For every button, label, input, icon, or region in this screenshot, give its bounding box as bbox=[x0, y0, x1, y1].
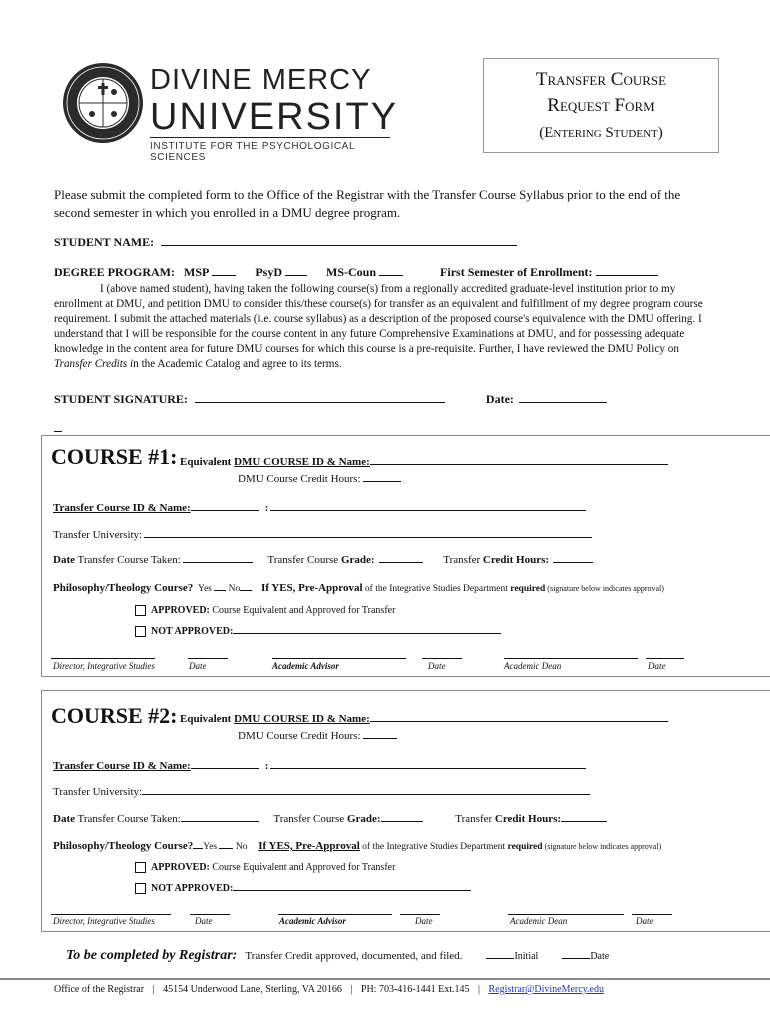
course-2-no-label: No bbox=[235, 842, 248, 852]
student-signature-label: STUDENT SIGNATURE: bbox=[54, 392, 188, 406]
course-2-not-approved-row bbox=[135, 878, 471, 894]
course-2-section bbox=[41, 690, 770, 932]
course-1-transfer-name-field[interactable] bbox=[270, 498, 586, 511]
course-1-university-row bbox=[53, 525, 592, 541]
degree-program-label: DEGREE PROGRAM: bbox=[54, 265, 175, 279]
footer-sep-1: | bbox=[152, 984, 155, 995]
course-2-no-field[interactable] bbox=[219, 836, 233, 849]
course-2-details-row bbox=[53, 809, 753, 825]
course-2-university-label: Transfer University: bbox=[53, 786, 143, 798]
course-1-sig-line-6[interactable] bbox=[646, 658, 684, 659]
student-signature-field[interactable] bbox=[195, 390, 445, 403]
course-1-equivalent-row bbox=[180, 452, 668, 468]
course-1-transfer-credit-field[interactable] bbox=[553, 550, 593, 563]
course-1-sig-line-1[interactable] bbox=[51, 658, 155, 659]
course-2-equivalent-prefix: Equivalent bbox=[180, 713, 235, 725]
course-1-transfer-credit-label: Credit Hours: bbox=[482, 554, 550, 566]
course-1-required: required bbox=[510, 584, 546, 594]
course-2-credit-pre: Transfer bbox=[455, 813, 495, 825]
student-name-label: STUDENT NAME: bbox=[54, 235, 155, 249]
course-1-sig-date-2: Date bbox=[428, 661, 446, 671]
course-2-colon: : bbox=[264, 760, 269, 772]
course-2-university-row bbox=[53, 782, 590, 798]
course-1-sig-advisor: Academic Advisor bbox=[272, 661, 339, 671]
course-2-approved-row bbox=[135, 862, 395, 873]
course-1-equivalent-prefix: Equivalent bbox=[180, 456, 235, 468]
course-2-credit-field[interactable] bbox=[363, 726, 397, 739]
logo-divider bbox=[150, 137, 390, 138]
course-2-credit-label: DMU Course Credit Hours: bbox=[238, 730, 361, 742]
first-semester-label: First Semester of Enrollment: bbox=[440, 265, 593, 279]
university-logo bbox=[62, 62, 399, 163]
msp-option: MSP bbox=[184, 265, 210, 279]
signature-date-field[interactable] bbox=[519, 390, 607, 403]
course-1-yes-field[interactable] bbox=[214, 578, 226, 591]
signature-date-label: Date: bbox=[485, 392, 514, 406]
course-1-university-field[interactable] bbox=[144, 525, 592, 538]
course-1-sig-note: (signature below indicates approval) bbox=[545, 584, 664, 593]
course-2-grade-pre: Transfer Course bbox=[273, 813, 347, 825]
course-1-no-field[interactable] bbox=[240, 578, 252, 591]
course-2-philosophy-row bbox=[53, 836, 768, 852]
psyd-option: PsyD bbox=[255, 265, 283, 279]
course-1-of-dept: of the Integrative Studies Department bbox=[362, 584, 511, 594]
course-1-grade-label: Grade: bbox=[340, 554, 375, 566]
course-1-yes-label: Yes bbox=[198, 584, 212, 594]
course-2-date-label: Transfer Course Taken: bbox=[75, 813, 181, 825]
course-1-if-yes: If YES, Pre-Approval bbox=[260, 582, 363, 594]
mscoun-option: MS-Coun bbox=[326, 265, 377, 279]
registrar-date-field[interactable] bbox=[562, 948, 590, 959]
course-2-sig-date-1: Date bbox=[195, 916, 213, 926]
form-title-line3: (Entering Student) bbox=[539, 125, 663, 141]
msp-field[interactable] bbox=[212, 263, 236, 276]
course-2-sig-line-2[interactable] bbox=[190, 914, 230, 915]
course-1-philosophy-row bbox=[53, 578, 768, 594]
degree-program-row bbox=[54, 263, 734, 280]
course-1-sig-director: Director, Integrative Studies bbox=[53, 661, 155, 671]
course-1-equivalent-label: DMU COURSE ID & Name: bbox=[234, 456, 370, 468]
course-2-date-field[interactable] bbox=[181, 809, 259, 822]
course-2-sig-line-1[interactable] bbox=[51, 914, 171, 915]
course-1-credit-field[interactable] bbox=[363, 469, 401, 482]
course-2-sig-date-2: Date bbox=[415, 916, 433, 926]
course-1-university-label: Transfer University: bbox=[53, 529, 143, 541]
course-1-not-approved-row bbox=[135, 621, 501, 637]
course-1-approved-row bbox=[135, 605, 395, 616]
course-1-title: COURSE #1: bbox=[51, 444, 178, 469]
course-2-equivalent-row bbox=[180, 709, 668, 725]
course-1-transfer-id-label: Transfer Course ID & Name: bbox=[53, 502, 191, 514]
intro-text: Please submit the completed form to the Office of the Registrar with the Transfer Course Syllabus prior to the end of the second semester in which you enrolled in a DMU degree program. bbox=[54, 187, 681, 220]
course-1-sig-line-2[interactable] bbox=[188, 658, 228, 659]
course-2-approved-text: Course Equivalent and Approved for Transfer bbox=[209, 862, 396, 873]
course-2-equivalent-label: DMU COURSE ID & Name: bbox=[234, 713, 370, 725]
course-1-colon: : bbox=[264, 502, 269, 514]
student-name-field[interactable] bbox=[161, 233, 517, 246]
course-2-approved-label: APPROVED: bbox=[151, 862, 210, 873]
course-2-approved-checkbox[interactable] bbox=[135, 862, 146, 873]
course-1-date-b: Date bbox=[53, 554, 75, 566]
footer bbox=[54, 984, 604, 995]
course-2-yes-label: Yes bbox=[203, 842, 218, 852]
course-1-sig-line-3[interactable] bbox=[272, 658, 406, 659]
course-1-sig-date-3: Date bbox=[648, 661, 666, 671]
course-1-details-row bbox=[53, 550, 753, 566]
course-2-grade-field[interactable] bbox=[381, 809, 423, 822]
course-2-transfer-credit-field[interactable] bbox=[561, 809, 607, 822]
course-2-credit-row bbox=[238, 726, 397, 742]
course-1-approved-label: APPROVED: bbox=[151, 605, 210, 616]
course-2-transfer-credit-label: Credit Hours: bbox=[494, 813, 562, 825]
signature-row bbox=[54, 390, 734, 407]
footer-office: Office of the Registrar bbox=[54, 984, 145, 995]
registrar-initial-label: Initial bbox=[514, 951, 539, 962]
course-1-philosophy-label: Philosophy/Theology Course? bbox=[53, 582, 194, 594]
course-1-approved-text: Course Equivalent and Approved for Transfer bbox=[209, 605, 396, 616]
course-2-sig-advisor: Academic Advisor bbox=[279, 916, 346, 926]
course-2-date-b: Date bbox=[53, 813, 75, 825]
footer-sep-3: | bbox=[478, 984, 481, 995]
university-name-line2: UNIVERSITY bbox=[150, 96, 399, 138]
student-name-row bbox=[54, 233, 517, 250]
course-2-transfer-name-field[interactable] bbox=[270, 756, 586, 769]
course-1-not-approved-checkbox[interactable] bbox=[135, 626, 146, 637]
registrar-initial-field[interactable] bbox=[486, 948, 514, 959]
footer-email-link[interactable]: Registrar@DivineMercy.edu bbox=[488, 984, 604, 995]
university-seal-icon bbox=[62, 62, 144, 144]
course-2-transfer-id-label: Transfer Course ID & Name: bbox=[53, 760, 191, 772]
course-2-sig-date-3: Date bbox=[636, 916, 654, 926]
form-title-box bbox=[483, 58, 719, 153]
course-2-sig-note: (signature below indicates approval) bbox=[542, 842, 662, 851]
course-1-sig-line-5[interactable] bbox=[504, 658, 638, 659]
registrar-date-label: Date bbox=[590, 951, 610, 962]
course-1-no-label: No bbox=[228, 584, 241, 594]
course-2-sig-director: Director, Integrative Studies bbox=[53, 916, 155, 926]
course-1-sig-dean: Academic Dean bbox=[504, 661, 562, 671]
course-2-not-approved-field[interactable] bbox=[233, 878, 471, 891]
footer-divider bbox=[0, 978, 770, 980]
mscoun-field[interactable] bbox=[379, 263, 403, 276]
course-2-of-dept: of the Integrative Studies Department bbox=[359, 842, 508, 852]
course-1-sig-date-1: Date bbox=[189, 661, 207, 671]
course-2-required: required bbox=[507, 842, 543, 852]
course-1-date-field[interactable] bbox=[183, 550, 253, 563]
statement-part2: n the Academic Catalog and agree to its terms. bbox=[133, 358, 342, 370]
course-1-not-approved-field[interactable] bbox=[233, 621, 501, 634]
course-1-section bbox=[41, 435, 770, 677]
footer-address: 45154 Underwood Lane, Sterling, VA 20166 bbox=[163, 984, 342, 995]
statement-italic: Transfer Credits i bbox=[54, 358, 134, 370]
footer-sep-2: | bbox=[350, 984, 353, 995]
course-2-sig-line-3[interactable] bbox=[278, 914, 392, 915]
form-title-line1: Transfer Course bbox=[535, 69, 667, 90]
form-title-line2: Request Form bbox=[547, 95, 655, 116]
course-1-credit-row bbox=[238, 469, 401, 485]
registrar-row bbox=[66, 946, 726, 964]
course-2-philosophy-label: Philosophy/Theology Course? bbox=[53, 840, 194, 852]
course-1-grade-field[interactable] bbox=[379, 550, 423, 563]
psyd-field[interactable] bbox=[285, 263, 307, 276]
course-1-not-approved-label: NOT APPROVED: bbox=[151, 626, 234, 637]
first-semester-field[interactable] bbox=[596, 263, 658, 276]
course-1-grade-pre: Transfer Course bbox=[267, 554, 341, 566]
course-1-sig-line-4[interactable] bbox=[422, 658, 462, 659]
student-statement bbox=[54, 282, 714, 372]
course-1-approved-checkbox[interactable] bbox=[135, 605, 146, 616]
registrar-label: To be completed by Registrar: bbox=[66, 948, 238, 963]
course-2-title: COURSE #2: bbox=[51, 703, 178, 728]
course-2-equivalent-field[interactable] bbox=[370, 709, 668, 722]
course-1-credit-label: DMU Course Credit Hours: bbox=[238, 473, 361, 485]
course-1-equivalent-field[interactable] bbox=[370, 452, 668, 465]
footer-phone: PH: 703-416-1441 Ext.145 bbox=[360, 984, 470, 995]
course-2-not-approved-label: NOT APPROVED: bbox=[151, 883, 234, 894]
course-2-sig-line-6[interactable] bbox=[632, 914, 672, 915]
course-2-grade-label: Grade: bbox=[346, 813, 381, 825]
course-2-yes-field[interactable] bbox=[193, 836, 203, 849]
university-name-line1: DIVINE MERCY bbox=[150, 64, 372, 96]
course-2-sig-line-5[interactable] bbox=[508, 914, 624, 915]
course-1-transfer-id-field[interactable] bbox=[191, 498, 259, 511]
course-2-transfer-id-field[interactable] bbox=[191, 756, 259, 769]
course-2-sig-dean: Academic Dean bbox=[510, 916, 568, 926]
registrar-text: Transfer Credit approved, documented, and filed. bbox=[245, 950, 463, 962]
course-1-transfer-id-row bbox=[53, 498, 586, 514]
course-2-transfer-id-row bbox=[53, 756, 586, 772]
course-1-date-label: Transfer Course Taken: bbox=[75, 554, 181, 566]
course-1-credit-pre: Transfer bbox=[443, 554, 483, 566]
course-2-sig-line-4[interactable] bbox=[400, 914, 440, 915]
statement-part1: I (above named student), having taken the following course(s) from a regionally accredited graduate-level institution prior to my enrollment at DMU, and petition DMU to consider this/these course(s) for transfer as an equivalent and fulfillment of my degree program course requirement. I submit the attached materials (i.e. course syllabus) as a description of the proposed course's equivalence with the DMU offering. I understand that I will be responsible for the course content in any future Comprehensive Examinations at DMU, and for possessing adequate knowledge in the content area for future DMU courses for which this course is a pre-requisite. Further, I have reviewed the DMU Policy on bbox=[54, 283, 703, 355]
course-2-university-field[interactable] bbox=[142, 782, 590, 795]
stray-mark bbox=[54, 431, 62, 432]
institute-name: INSTITUTE FOR THE PSYCHOLOGICAL SCIENCES bbox=[150, 141, 355, 163]
course-2-if-yes: If YES, Pre-Approval bbox=[258, 840, 360, 852]
course-2-not-approved-checkbox[interactable] bbox=[135, 883, 146, 894]
